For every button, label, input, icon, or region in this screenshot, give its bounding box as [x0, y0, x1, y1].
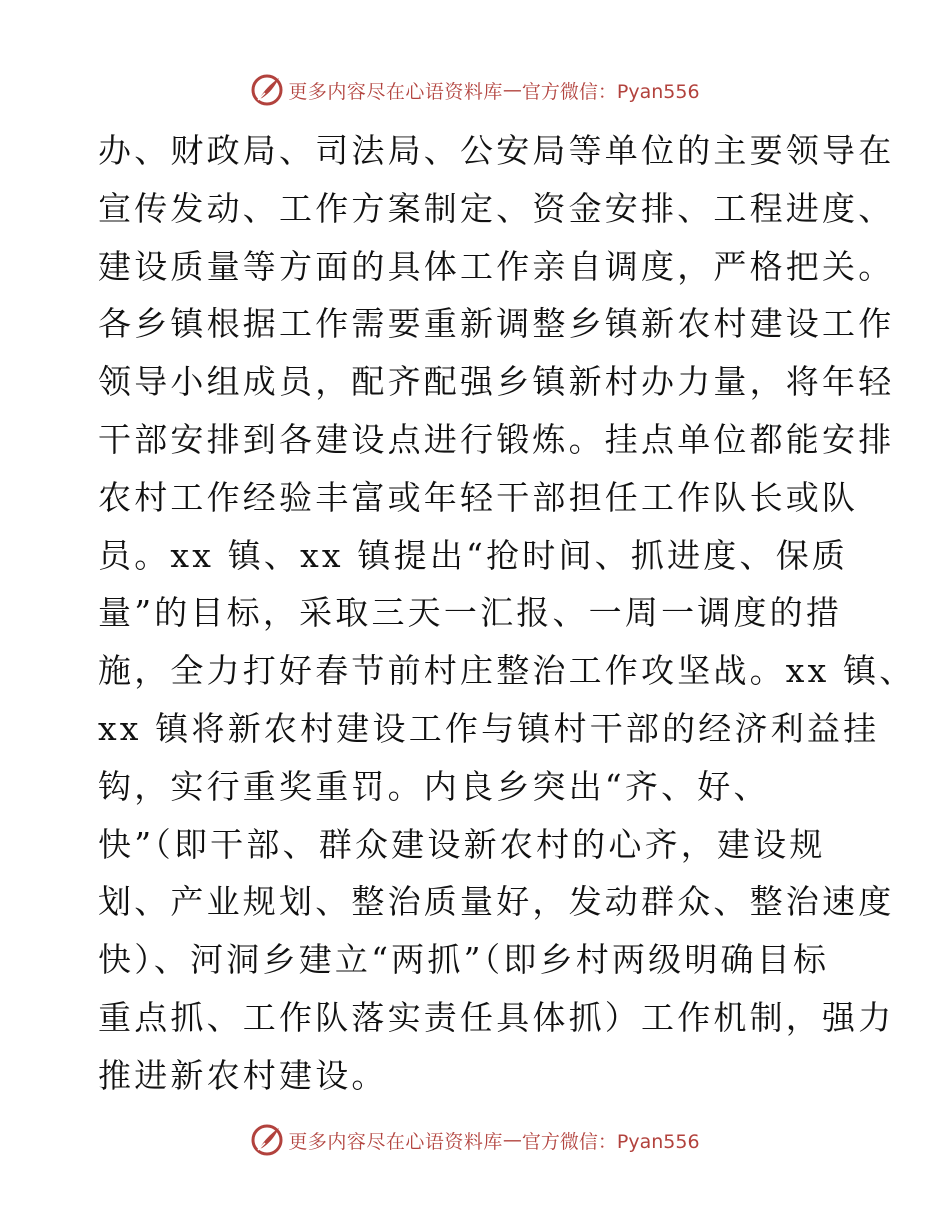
body-line: 建设质量等方面的具体工作亲自调度，严格把关。: [98, 246, 895, 286]
feather-seal-icon: [250, 73, 284, 107]
body-line: 农村工作经验丰富或年轻干部担任工作队长或队: [98, 477, 859, 517]
feather-seal-icon: [250, 1123, 284, 1157]
body-line: 划、产业规划、整治质量好，发动群众、整治速度: [98, 882, 895, 922]
body-line: 快）、河洞乡建立“两抓”（即乡村两级明确目标: [98, 940, 830, 980]
watermark-text: 更多内容尽在心语资料库: [288, 80, 503, 103]
footer-watermark: [0, 1120, 950, 1160]
body-line: 快”（即干部、群众建设新农村的心齐，建设规: [98, 824, 826, 864]
body-line: 干部安排到各建设点进行锻炼。挂点单位都能安排: [98, 419, 895, 459]
body-line: 推进新农村建设。: [98, 1055, 388, 1095]
body-line: xx 镇将新农村建设工作与镇村干部的经济利益挂: [98, 708, 880, 748]
body-line: 钩，实行重奖重罚。内良乡突出“齐、好、: [98, 766, 770, 806]
body-line: 领导小组成员，配齐配强乡镇新村办力量，将年轻: [98, 362, 895, 402]
watermark-dash: —: [502, 1129, 522, 1151]
document-body: [98, 122, 916, 1105]
body-line: 办、财政局、司法局、公安局等单位的主要领导在: [98, 131, 895, 170]
body-line: 施，全力打好春节前村庄整治工作攻坚战。xx 镇、: [98, 651, 916, 691]
body-line: 各乡镇根据工作需要重新调整乡镇新农村建设工作: [98, 304, 895, 344]
watermark-text: 更多内容尽在心语资料库: [288, 1130, 503, 1153]
body-line: 宣传发动、工作方案制定、资金安排、工程进度、: [98, 188, 895, 228]
body-line: 量”的目标，采取三天一汇报、一周一调度的措: [98, 593, 843, 633]
header-watermark: [0, 70, 950, 110]
body-line: 重点抓、工作队落实责任具体抓）工作机制，强力: [98, 997, 895, 1037]
body-line: 员。xx 镇、xx 镇提出“抢时间、抓进度、保质: [98, 535, 849, 575]
watermark-contact: 官方微信：Pyan556: [521, 1130, 700, 1153]
watermark-dash: —: [502, 79, 522, 101]
watermark-contact: 官方微信：Pyan556: [521, 80, 700, 103]
